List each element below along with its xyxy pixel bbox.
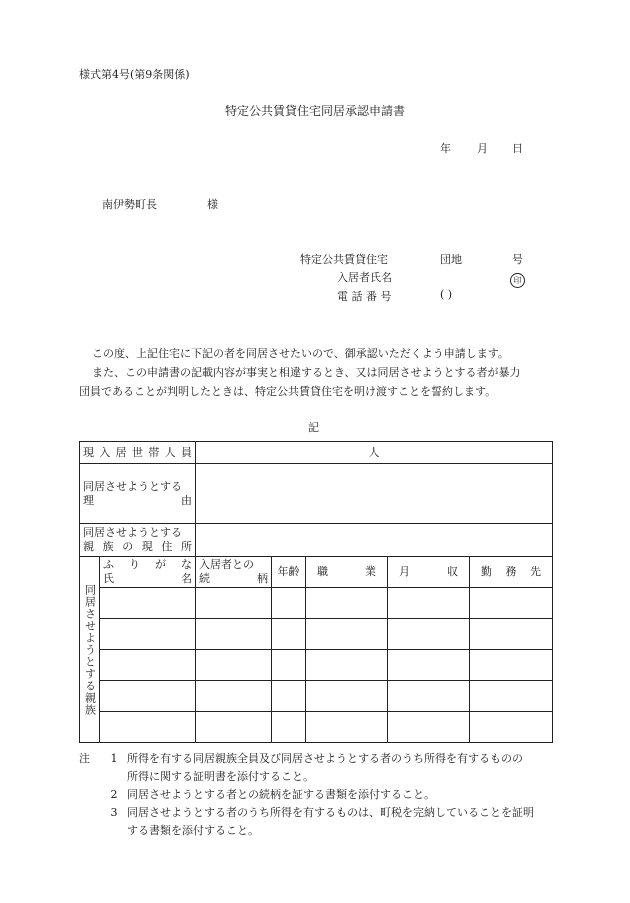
application-table bbox=[79, 441, 553, 743]
col-name-header: ふ り が な 氏 名 bbox=[100, 557, 196, 588]
seal-icon: 印 bbox=[510, 268, 525, 288]
work-cell[interactable] bbox=[470, 681, 553, 712]
phone-label: 電 話 番 号 bbox=[337, 290, 392, 303]
age-cell[interactable] bbox=[272, 650, 306, 681]
table-row bbox=[80, 681, 553, 712]
document-title: 特定公共賃貸住宅同居承認申請書 bbox=[224, 104, 405, 118]
income-cell[interactable] bbox=[388, 712, 470, 743]
phone-paren: ( ) bbox=[440, 288, 453, 301]
addressee-honorific: 様 bbox=[207, 198, 218, 211]
name-cell[interactable] bbox=[100, 712, 196, 743]
note-text: 同居させようとする者との続柄を証する書類を添付すること。 bbox=[127, 788, 435, 801]
relation-cell[interactable] bbox=[196, 712, 272, 743]
name-cell[interactable] bbox=[100, 681, 196, 712]
notes-head: 注 bbox=[79, 752, 90, 765]
table-row bbox=[80, 619, 553, 650]
income-cell[interactable] bbox=[388, 588, 470, 619]
col-job-header: 職 業 bbox=[306, 557, 388, 588]
age-cell[interactable] bbox=[272, 681, 306, 712]
job-cell[interactable] bbox=[306, 588, 388, 619]
work-cell[interactable] bbox=[470, 619, 553, 650]
housing-label: 特定公共賃貸住宅 bbox=[300, 253, 388, 266]
job-cell[interactable] bbox=[306, 681, 388, 712]
body-para-2-line-2: 団員であることが判明したときは、特定公共賃貸住宅を明け渡すことを誓約します。 bbox=[79, 385, 497, 398]
row-relative-address bbox=[80, 524, 553, 557]
reason-field[interactable] bbox=[196, 464, 553, 524]
col-age-header: 年齢 bbox=[272, 557, 306, 588]
resident-name-label: 入居者氏名 bbox=[337, 271, 392, 284]
work-cell[interactable] bbox=[470, 650, 553, 681]
name-cell[interactable] bbox=[100, 588, 196, 619]
relative-address-field[interactable] bbox=[196, 524, 553, 557]
household-count-label: 現 入 居 世 帯 人 員 bbox=[80, 442, 196, 464]
note-item-2 bbox=[79, 786, 559, 804]
row-reason bbox=[80, 464, 553, 524]
form-number: 様式第4号(第9条関係) bbox=[79, 68, 190, 81]
reason-label: 同居させようとする 理 由 bbox=[80, 464, 196, 524]
col-work-header: 勤 務 先 bbox=[470, 557, 553, 588]
job-cell[interactable] bbox=[306, 650, 388, 681]
col-relation-header: 入居者との 続 柄 bbox=[196, 557, 272, 588]
note-item-3-cont bbox=[79, 822, 559, 840]
side-label-cell bbox=[80, 557, 100, 743]
ki-label: 記 bbox=[308, 421, 319, 434]
table-row bbox=[80, 712, 553, 743]
note-text: 所得に関する証明書を添付すること。 bbox=[127, 770, 314, 783]
income-cell[interactable] bbox=[388, 650, 470, 681]
relation-cell[interactable] bbox=[196, 681, 272, 712]
household-count-unit: 人 bbox=[196, 442, 553, 464]
note-number: 3 bbox=[110, 806, 118, 819]
note-number: 1 bbox=[110, 752, 118, 765]
relation-cell[interactable] bbox=[196, 588, 272, 619]
name-cell[interactable] bbox=[100, 619, 196, 650]
side-label: 同居させようとする親族 bbox=[83, 583, 97, 716]
name-cell[interactable] bbox=[100, 650, 196, 681]
job-cell[interactable] bbox=[306, 712, 388, 743]
row-household-count bbox=[80, 442, 553, 464]
date-year: 年 bbox=[440, 142, 451, 155]
relative-address-label: 同居させようとする 親 族 の 現 住 所 bbox=[80, 524, 196, 557]
relation-cell[interactable] bbox=[196, 650, 272, 681]
row-column-headers bbox=[80, 557, 553, 588]
col-income-header: 月 収 bbox=[388, 557, 470, 588]
age-cell[interactable] bbox=[272, 588, 306, 619]
note-item-1-cont bbox=[79, 768, 559, 786]
body-para-1: この度、上記住宅に下記の者を同居させたいので、御承認いただくよう申請します。 bbox=[92, 347, 509, 360]
work-cell[interactable] bbox=[470, 588, 553, 619]
note-text: 同居させようとする者のうち所得を有するものは、町税を完納していることを証明 bbox=[127, 806, 534, 819]
body-para-2-line-1: また、この申請書の記載内容が事実と相違するとき、又は同居させようとする者が暴力 bbox=[92, 366, 521, 379]
notes bbox=[79, 750, 559, 840]
note-text: 所得を有する同居親族全員及び同居させようとする者のうち所得を有するものの bbox=[127, 752, 523, 765]
relation-cell[interactable] bbox=[196, 619, 272, 650]
date-day: 日 bbox=[512, 142, 523, 155]
danchi-label: 団地 bbox=[440, 253, 462, 266]
table-row bbox=[80, 588, 553, 619]
job-cell[interactable] bbox=[306, 619, 388, 650]
note-text: する書類を添付すること。 bbox=[127, 824, 259, 837]
income-cell[interactable] bbox=[388, 681, 470, 712]
age-cell[interactable] bbox=[272, 712, 306, 743]
table-row bbox=[80, 650, 553, 681]
note-number: 2 bbox=[110, 788, 118, 801]
note-item-1 bbox=[79, 750, 559, 768]
note-item-3 bbox=[79, 804, 559, 822]
work-cell[interactable] bbox=[470, 712, 553, 743]
age-cell[interactable] bbox=[272, 619, 306, 650]
date-month: 月 bbox=[477, 142, 488, 155]
go-label: 号 bbox=[512, 253, 523, 266]
addressee-name: 南伊勢町長 bbox=[102, 198, 157, 211]
income-cell[interactable] bbox=[388, 619, 470, 650]
